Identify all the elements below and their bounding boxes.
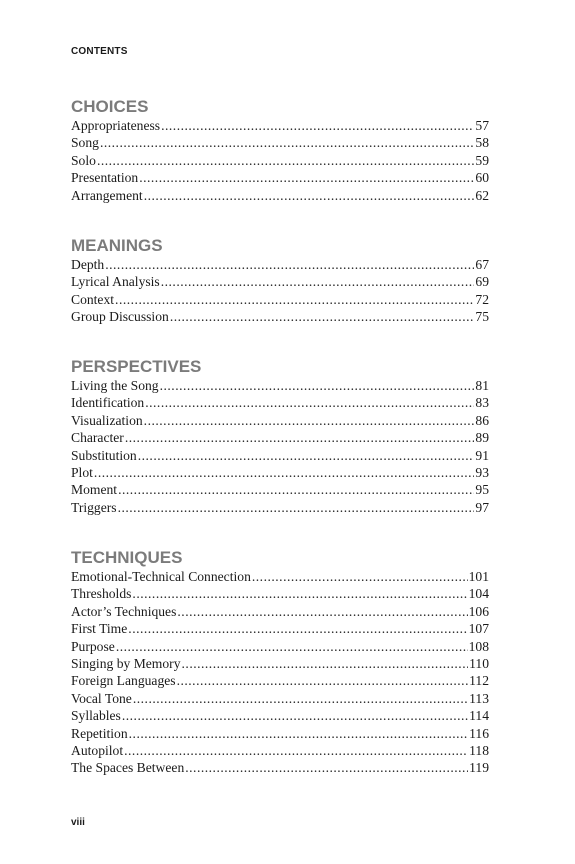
toc-entry[interactable] [71,394,489,411]
toc-entry[interactable] [71,481,489,498]
entry-label: Identification [71,395,145,411]
entry-page-number: 89 [475,430,489,446]
toc-entry[interactable] [71,169,489,186]
entry-page-number: 116 [469,725,489,741]
entry-label: Emotional-Technical Connection [71,569,251,584]
entry-label: Foreign Languages [71,673,176,689]
entry-label: Singing by Memory [71,655,181,671]
entry-label: Triggers [71,499,117,515]
entry-label: Solo [71,152,96,168]
toc-entry[interactable] [71,273,489,290]
entry-label: Plot [71,464,93,480]
entry-page-number: 95 [475,482,489,498]
dot-leader [122,707,468,724]
entry-label: Actor’s Techniques [71,603,177,619]
toc-entry[interactable] [71,377,489,394]
entry-label: Context [71,291,115,307]
entry-page-number: 114 [469,708,489,724]
entry-page-number: 59 [475,152,489,168]
dot-leader [185,759,468,776]
toc-entry[interactable] [71,585,489,602]
entry-page-number: 58 [475,135,489,151]
dot-leader [144,187,475,204]
toc-entry[interactable] [71,603,489,620]
entry-label: Purpose [71,638,115,654]
section-title: TECHNIQUES [71,548,183,567]
entry-page-number: 62 [475,187,489,203]
entry-label: Substitution [71,447,137,463]
entry-page-number: 81 [475,378,489,393]
entry-label: Character [71,430,124,446]
dot-leader [160,377,475,394]
entry-page-number: 104 [468,586,489,602]
entry-label: Lyrical Analysis [71,274,160,290]
toc-section-perspectives [71,357,489,516]
toc-entry[interactable] [71,464,489,481]
dot-leader [125,429,475,446]
entry-label: Living the Song [71,378,159,393]
running-head: CONTENTS [71,46,128,57]
entry-label: Thresholds [71,586,132,602]
toc-entry[interactable] [71,187,489,204]
entry-label: Appropriateness [71,118,161,133]
dot-leader [138,447,475,464]
entry-page-number: 112 [469,673,489,689]
section-title: CHOICES [71,97,149,116]
toc-section-choices [71,97,489,204]
entry-label: First Time [71,621,128,637]
entry-page-number: 101 [468,569,489,584]
toc-entry[interactable] [71,655,489,672]
dot-leader [161,117,474,134]
dot-leader [139,169,474,186]
entry-label: Vocal Tone [71,690,132,706]
toc-entry[interactable] [71,134,489,151]
entry-page-number: 60 [475,170,489,186]
dot-leader [182,655,469,672]
dot-leader [100,134,474,151]
entry-page-number: 91 [475,447,489,463]
entry-label: Presentation [71,170,139,186]
toc-section-meanings [71,236,489,326]
dot-leader [132,585,467,602]
entry-page-number: 97 [475,499,489,515]
entry-label: Visualization [71,412,143,428]
toc-entry[interactable] [71,638,489,655]
dot-leader [105,256,474,273]
dot-leader [161,273,475,290]
dot-leader [97,152,474,169]
dot-leader [133,690,468,707]
entry-page-number: 113 [469,690,489,706]
dot-leader [116,638,468,655]
entry-page-number: 86 [475,412,489,428]
toc-entry[interactable] [71,707,489,724]
page-folio: viii [71,817,85,828]
entry-page-number: 72 [475,291,489,307]
dot-leader [170,308,475,325]
entry-page-number: 67 [475,257,489,272]
toc-section-techniques [71,548,489,777]
entry-page-number: 93 [475,464,489,480]
entry-page-number: 106 [468,603,489,619]
toc-entry[interactable] [71,256,489,273]
dot-leader [118,499,475,516]
toc-entry[interactable] [71,672,489,689]
toc-entry[interactable] [71,117,489,134]
dot-leader [129,725,468,742]
entry-page-number: 57 [475,118,489,133]
toc-entry[interactable] [71,620,489,637]
entry-label: Autopilot [71,742,124,758]
toc-entry[interactable] [71,499,489,516]
toc-entry[interactable] [71,152,489,169]
entry-page-number: 83 [475,395,489,411]
dot-leader [145,394,474,411]
entry-label: The Spaces Between [71,760,185,776]
dot-leader [144,412,475,429]
entry-page-number: 110 [469,655,489,671]
dot-leader [115,291,474,308]
entry-label: Moment [71,482,118,498]
toc-entry[interactable] [71,412,489,429]
dot-leader [118,481,474,498]
toc-entry[interactable] [71,742,489,759]
dot-leader [94,464,474,481]
entry-label: Depth [71,257,105,272]
entry-page-number: 108 [468,638,489,654]
entry-page-number: 69 [475,274,489,290]
toc-entry[interactable] [71,447,489,464]
entry-label: Repetition [71,725,128,741]
entry-label: Arrangement [71,187,143,203]
entry-label: Group Discussion [71,309,169,325]
entry-page-number: 119 [469,760,489,776]
entry-label: Song [71,135,99,151]
dot-leader [124,742,468,759]
toc-entry[interactable] [71,690,489,707]
entry-page-number: 107 [468,621,489,637]
entry-label: Syllables [71,708,121,724]
toc-entry[interactable] [71,308,489,325]
dot-leader [177,603,467,620]
toc-entry[interactable] [71,759,489,776]
dot-leader [177,672,469,689]
entry-page-number: 75 [475,309,489,325]
toc-entry[interactable] [71,429,489,446]
entry-page-number: 118 [469,742,489,758]
section-title: MEANINGS [71,236,163,255]
dot-leader [252,568,468,585]
toc-entry[interactable] [71,291,489,308]
section-title: PERSPECTIVES [71,357,202,376]
toc-entry[interactable] [71,725,489,742]
toc-entry[interactable] [71,568,489,585]
dot-leader [128,620,467,637]
